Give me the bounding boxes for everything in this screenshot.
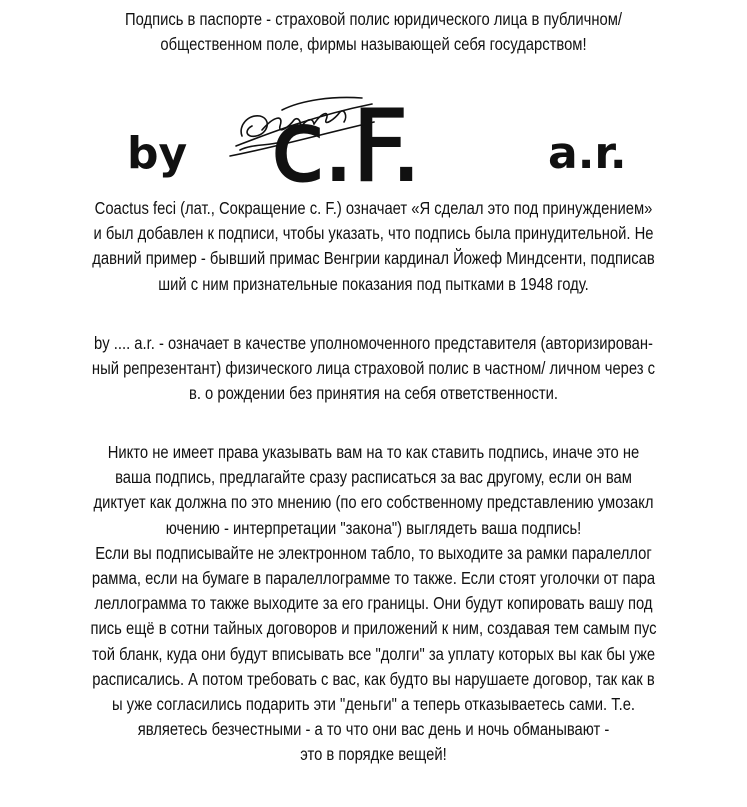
text-line: это в порядке вещей! (300, 744, 447, 765)
text-line: by .... a.r. - означает в качестве уполномоченного представителя (авторизирован- (94, 333, 653, 353)
text-line: и был добавлен к подписи, чтобы указать, что подпись была принудительной. Не (93, 223, 654, 244)
text-line: Coactus feci (лат., Сокращение c. F.) означает «Я сделал это под принуждением» (94, 198, 653, 218)
text-line: расписались. А потом требовать с вас, как будто вы нарушаете договор, так как в (92, 668, 655, 689)
text-line: диктует как должна по это мнению (по его собственному представлению умозакл (93, 492, 654, 513)
paragraph-coactus-feci (52, 196, 694, 297)
text-line: леллограмма то также выходите за его границы. Они будут копировать вашу под (94, 593, 653, 614)
text-line: в. о рождении без принятия на себя ответственности. (188, 383, 559, 404)
text-line: общественном поле, фирмы называющей себя государством! (160, 34, 587, 55)
text-line: ючению - интерпретации "закона") выглядеть ваша подпись! (165, 517, 582, 538)
text-line: давний пример - бывший примас Венгрии кардинал Йожеф Миндсенти, подписав (92, 248, 655, 269)
text-line: ный репрезентант) физического лица страховой полис в частном/ личном через с (91, 358, 656, 379)
text-line: пись ещё в сотни тайных договоров и приложений к ним, создавая тем самым пус (90, 618, 657, 639)
signature-prefix-by: by (127, 128, 188, 179)
text-line: рамма, если на бумаге в паралеллограмме то также. Если стоят уголочки от пара (91, 568, 656, 589)
text-line: Никто не имеет права указывать вам на то как ставить подпись, иначе это не (107, 442, 640, 462)
header-text (52, 7, 694, 57)
paragraph-by-ar (52, 331, 694, 407)
text-line: являетесь безчестными - а то что они вас день и ночь обманывают - (137, 719, 610, 740)
text-line: Подпись в паспорте - страховой полис юридического лица в публичном/ (124, 9, 623, 29)
text-line: ы уже согласились подарить эти "деньги" а теперь отказываетесь сами. Т.е. (111, 694, 636, 715)
text-line: той бланк, куда они будут вписывать все "долги" за уплату которых вы как бы уже (91, 643, 656, 664)
signature-suffix-ar: a.r. (548, 128, 627, 179)
text-line: ваша подпись, предлагайте сразу расписаться за вас другому, если он вам (115, 467, 632, 488)
text-line: ший с ним признательные показания под пытками в 1948 году. (158, 273, 589, 294)
text-line: Если вы подписывайте не электронном табло, то выходите за рамки паралеллог (95, 542, 652, 563)
paragraph-advice (52, 440, 694, 768)
signature-cf: c.F. (271, 90, 420, 204)
